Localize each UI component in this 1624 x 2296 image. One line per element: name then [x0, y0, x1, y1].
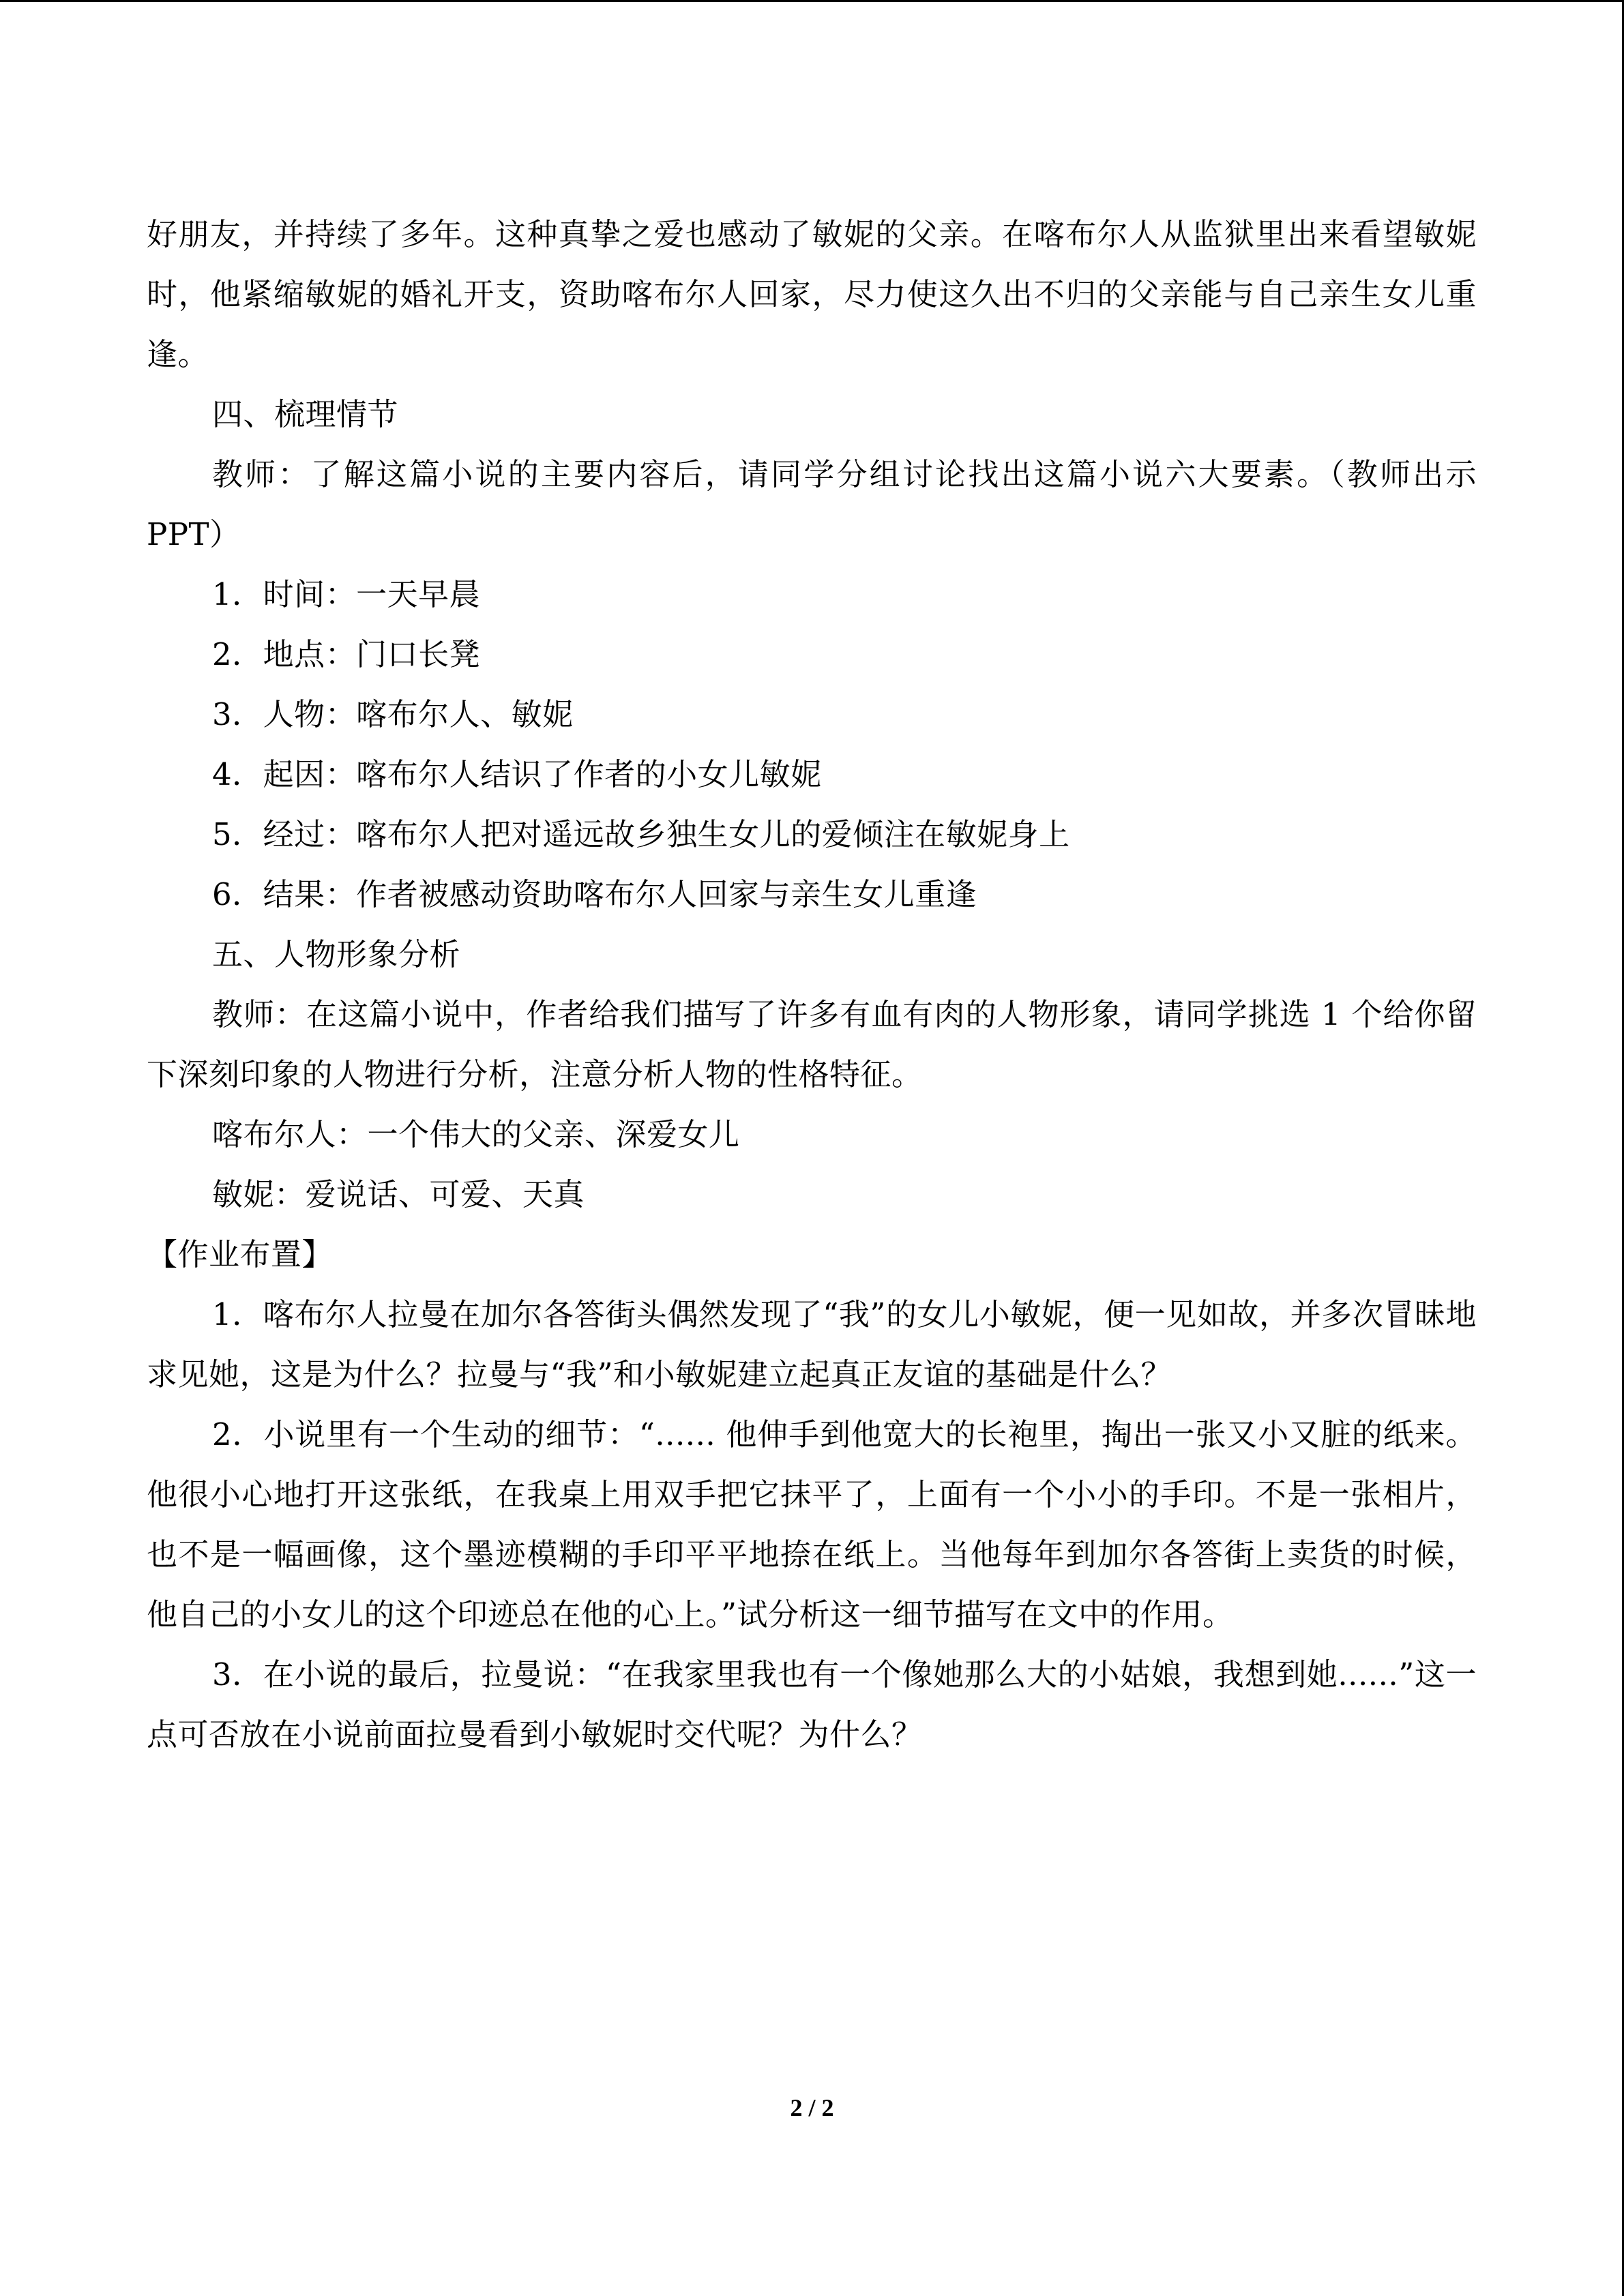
list-item-cause: 4．起因：喀布尔人结识了作者的小女儿敏妮 — [212, 756, 822, 792]
list-item-characters: 3．人物：喀布尔人、敏妮 — [212, 696, 574, 732]
paragraph-teacher-analysis: 教师：在这篇小说中，作者给我们描写了许多有血有肉的人物形象，请同学挑选 1 个给你留下深刻印象的人物进行分析，注意分析人物的性格特征。 — [147, 996, 1477, 1092]
character-minnie: 敏妮：爱说话、可爱、天真 — [212, 1176, 585, 1212]
paragraph-continuation: 好朋友，并持续了多年。这种真挚之爱也感动了敏妮的父亲。在喀布尔人从监狱里出来看望敏妮时，他紧缩敏妮的婚礼开支，资助喀布尔人回家，尽力使这久出不归的父亲能与自己亲生女儿重逢。 — [147, 216, 1477, 372]
list-item-time: 1．时间：一天早晨 — [212, 576, 481, 612]
list-item-process: 5．经过：喀布尔人把对遥远故乡独生女儿的爱倾注在敏妮身上 — [212, 816, 1070, 852]
paragraph-teacher-instruction: 教师：了解这篇小说的主要内容后，请同学分组讨论找出这篇小说六大要素。（教师出示PPT） — [147, 456, 1477, 552]
homework-question-1: 1．喀布尔人拉曼在加尔各答街头偶然发现了“我”的女儿小敏妮，便一见如故，并多次冒昧地求见她，这是为什么？拉曼与“我”和小敏妮建立起真正友谊的基础是什么？ — [147, 1296, 1477, 1392]
document-body — [147, 205, 1477, 1765]
page-border-top — [0, 0, 1624, 2]
section-heading-character-analysis: 五、人物形象分析 — [212, 936, 461, 972]
homework-question-2: 2．小说里有一个生动的细节：“...... 他伸手到他宽大的长袍里，掏出一张又小又脏的纸来。他很小心地打开这张纸，在我桌上用双手把它抹平了，上面有一个小小的手印。不是一张相片，也不是一幅画像，这个墨迹模糊的手印平平地捺在纸上。当他每年到加尔各答街上卖货的时候，他自己的小女儿的这个印迹总在他的心上。”试分析这一细节描写在文中的作用。 — [147, 1416, 1477, 1632]
page-number: 2 / 2 — [790, 2094, 834, 2121]
section-heading-plot: 四、梳理情节 — [212, 396, 399, 432]
character-kabuliwala: 喀布尔人：一个伟大的父亲、深爱女儿 — [212, 1116, 740, 1152]
section-heading-homework: 【作业布置】 — [147, 1236, 334, 1272]
list-item-place: 2．地点：门口长凳 — [212, 636, 481, 672]
homework-question-3: 3．在小说的最后，拉曼说：“在我家里我也有一个像她那么大的小姑娘，我想到她......”这一点可否放在小说前面拉曼看到小敏妮时交代呢？为什么？ — [147, 1656, 1477, 1753]
list-item-result: 6．结果：作者被感动资助喀布尔人回家与亲生女儿重逢 — [212, 876, 977, 912]
